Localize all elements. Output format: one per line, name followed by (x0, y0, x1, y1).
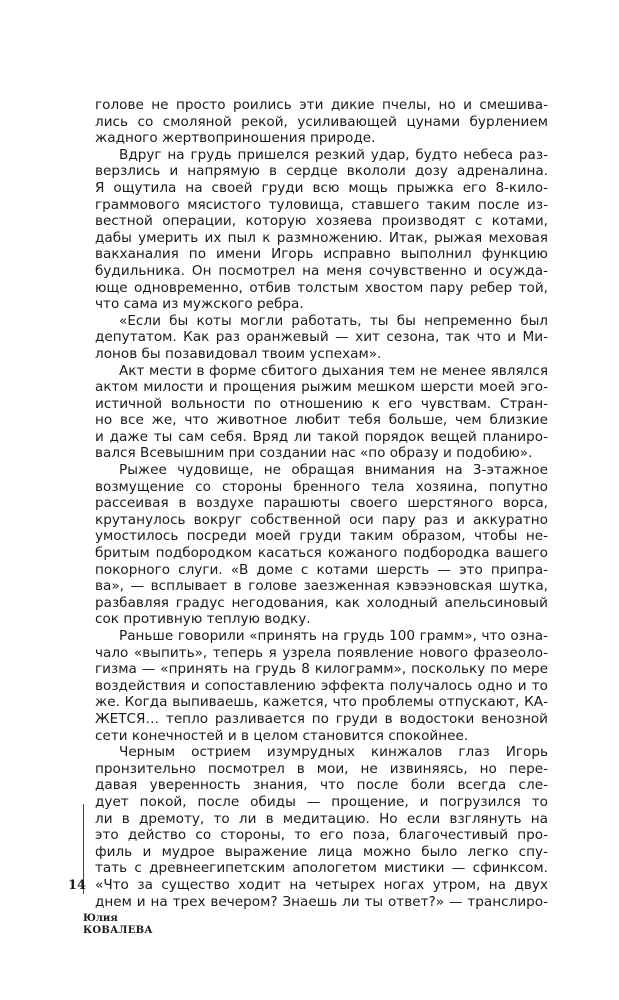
text-line: актом милости и прощения рыжим мешком шерсти моей эго- (95, 379, 548, 396)
text-line: вался Всевышним при создании нас «по образу и подобию». (95, 445, 533, 462)
text-line: «Если бы коты могли работать, ты бы непременно был (119, 312, 548, 329)
text-line: Раньше говорили «принять на грудь 100 грамм», что озна- (119, 628, 548, 644)
text-line: «Что за существо ходит на четырех ногах утром, на двух (95, 876, 548, 893)
text-line: гизма — «принять на грудь 8 килограмм», поскольку по мере (95, 661, 548, 678)
text-line: дует покой, после обиды — прощение, и погрузился то (95, 793, 548, 810)
body-text (95, 97, 548, 910)
text-line: вакханалия по имени Игорь исправно выполнил функцию (95, 246, 548, 263)
text-line: жадного жертвоприношения природе. (95, 130, 376, 147)
text-line: филь и мудрое выражение лица можно было легко спу- (95, 843, 548, 860)
text-line: верзлись и напрямую в сердце вкололи дозу адреналина. (95, 163, 548, 180)
text-line: юще одновременно, отбив толстым хвостом пару ребер той, (95, 279, 548, 296)
page-number: 14 (68, 878, 87, 893)
text-line: лись со смоляной рекой, усиливающей цунами бурлением (95, 113, 548, 130)
text-line: будильника. Он посмотрел на меня сочувственно и осужда- (95, 262, 548, 279)
text-line: пронзительно посмотрел в мои, не извиняясь, но пере- (95, 760, 548, 777)
text-line: тать с древнеегипетским апологетом мистики — сфинксом. (95, 860, 548, 877)
text-line: давая уверенность знания, что после боли всегда сле- (95, 777, 548, 794)
text-line: рассеивая в воздухе парашюты своего шерстяного ворса, (95, 495, 548, 512)
text-line: чало «выпить», теперь я узрела появление нового фразеоло- (95, 644, 548, 661)
author-last-name: КОВАЛЕВА (83, 925, 153, 936)
text-line: ли в дремоту, то ли в медитацию. Но если взглянуть на (95, 810, 548, 827)
text-line: возмущение со стороны бренного тела хозяина, попутно (95, 478, 548, 495)
text-line: и даже ты сам себя. Вряд ли такой порядок вещей планиро- (95, 428, 548, 445)
text-line: дабы умерить их пыл к размножению. Итак, рыжая меховая (95, 229, 548, 246)
text-line: ЖЕТСЯ… тепло разливается по груди в водостоки венозной (95, 710, 548, 727)
text-line: умостилось посреди моей груди таким образом, чтобы не- (95, 528, 548, 545)
text-line: депутатом. Как раз оранжевый — хит сезона, так что и Ми- (95, 329, 548, 346)
text-line: разбавляя градус негодования, как холодный апельсиновый (95, 594, 548, 611)
text-line: сети конечностей и в целом становится спокойнее. (95, 727, 469, 744)
text-line: бритым подбородком касаться кожаного подбородка вашего (95, 545, 548, 562)
text-line: Акт мести в форме сбитого дыхания тем не менее являлся (119, 362, 548, 379)
text-line: воздействия и сопоставлению эффекта получалось одно и то (95, 677, 548, 694)
text-line: же. Когда выпиваешь, кажется, что проблемы отпускают, КА- (95, 694, 548, 711)
text-line: днем и на трех вечером? Знаешь ли ты ответ?» — транслиро- (95, 893, 548, 910)
author-first-name: Юлия (83, 913, 118, 924)
text-line: вестной операции, которую хозяева производят с котами, (95, 213, 548, 230)
text-line: Черным острием изумрудных кинжалов глаз Игорь (119, 744, 548, 761)
text-line: покорного слуги. «В доме с котами шерсть — это припра- (95, 561, 548, 578)
text-line: голове не просто роились эти дикие пчелы, но и смешива- (95, 97, 548, 113)
text-line: крутанулось вокруг собственной оси пару раз и аккуратно (95, 511, 548, 528)
text-line: сок противную теплую водку. (95, 611, 311, 628)
text-line: Рыжее чудовище, не обращая внимания на 3-этажное (119, 462, 548, 479)
text-line: ва», — всплывает в голове заезженная кэвээновская шутка, (95, 578, 548, 595)
text-line: лонов бы позавидовал твоим успехам». (95, 345, 382, 362)
text-line: это действо со стороны, то его поза, благочестивый про- (95, 827, 548, 844)
text-line: Я ощутила на своей груди всю мощь прыжка его 8-кило- (95, 179, 548, 196)
text-line: что сама из мужского ребра. (95, 296, 304, 313)
text-line: истичной вольности по отношению к его чувствам. Стран- (95, 395, 548, 412)
text-line: граммового мясистого туловища, ставшего таким после из- (95, 196, 548, 213)
text-line: Вдруг на грудь пришелся резкий удар, будто небеса раз- (119, 146, 548, 163)
text-line: но все же, что животное любит тебя больше, чем близкие (95, 412, 548, 429)
